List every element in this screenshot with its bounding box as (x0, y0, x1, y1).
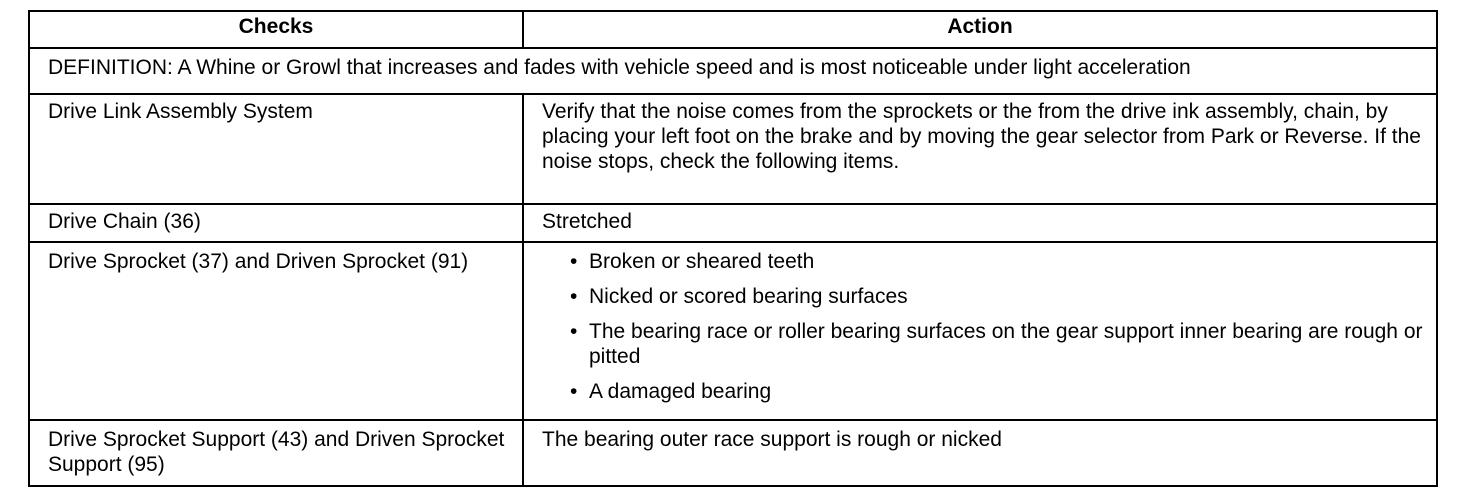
action-list (542, 249, 1424, 404)
bullet-icon: • (570, 380, 578, 403)
list-item-text: Nicked or scored bearing surfaces (589, 285, 908, 308)
definition-row (29, 48, 1437, 94)
bullet-icon: • (570, 285, 578, 308)
action-cell: Verify that the noise comes from the sprockets or the from the drive ink assembly, chain, by placing your left foot on the brake and by moving the gear selector from Park or Reverse. If the noise stops, check the following items. (523, 94, 1437, 204)
list-item-text: Broken or sheared teeth (589, 250, 815, 273)
action-cell: The bearing outer race support is rough or nicked (523, 420, 1437, 486)
check-cell: Drive Chain (36) (29, 204, 523, 242)
bullet-icon: • (570, 250, 578, 273)
table-row (29, 242, 1437, 420)
list-item (570, 284, 1424, 309)
table-row (29, 204, 1437, 242)
list-item (570, 319, 1424, 369)
check-cell: Drive Sprocket Support (43) and Driven Sprocket Support (95) (29, 420, 523, 486)
list-item-text: A damaged bearing (589, 380, 772, 403)
checks-header: Checks (29, 11, 523, 48)
table-row (29, 94, 1437, 204)
action-header: Action (523, 11, 1437, 48)
list-item-text: The bearing race or roller bearing surfaces on the gear support inner bearing are rough or pitted (589, 320, 1423, 368)
action-cell (523, 242, 1437, 420)
diagnostic-table (28, 10, 1438, 487)
check-cell: Drive Link Assembly System (29, 94, 523, 204)
table-row (29, 420, 1437, 486)
bullet-icon: • (570, 320, 578, 343)
check-cell: Drive Sprocket (37) and Driven Sprocket (91) (29, 242, 523, 420)
list-item (570, 249, 1424, 274)
definition-cell: DEFINITION: A Whine or Growl that increases and fades with vehicle speed and is most noticeable under light acceleration (29, 48, 1437, 94)
list-item (570, 379, 1424, 404)
header-row (29, 11, 1437, 48)
action-cell: Stretched (523, 204, 1437, 242)
